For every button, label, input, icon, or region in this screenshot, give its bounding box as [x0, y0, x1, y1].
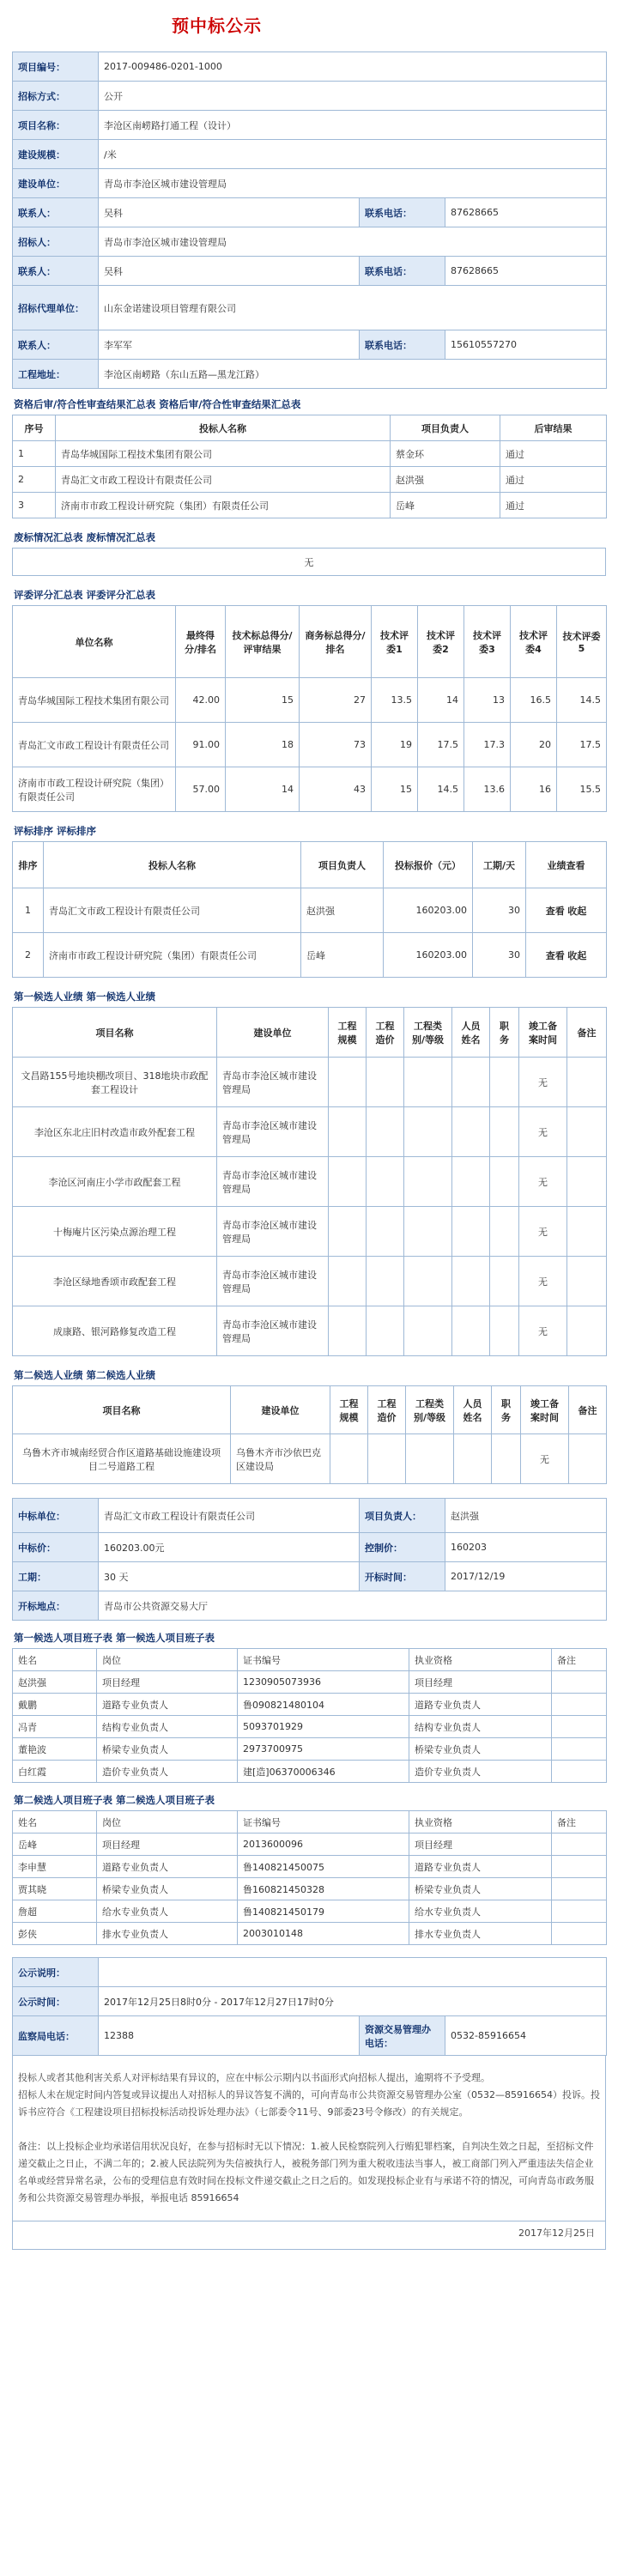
period-label: 工期： — [13, 1562, 99, 1591]
team2-table — [12, 1810, 607, 1945]
cell: 17.5 — [418, 723, 464, 767]
winner-unit-value: 青岛汇文市政工程设计有限责任公司 — [99, 1499, 360, 1533]
team-header: 执业资格 — [409, 1649, 552, 1671]
perf-header: 备注 — [569, 1386, 607, 1434]
perf-header: 人员姓名 — [452, 1008, 490, 1058]
contact-label-2: 联系人： — [13, 257, 99, 286]
agency-label: 招标代理单位： — [13, 286, 99, 330]
table-row — [13, 1878, 607, 1900]
score-header: 商务标总得分/排名 — [300, 606, 372, 678]
contact-label-3: 联系人： — [13, 330, 99, 360]
phone-label-1: 联系电话： — [360, 198, 445, 227]
project-code-label: 项目编号： — [13, 52, 99, 82]
team1-title: 第一候选人项目班子表 第一候选人项目班子表 — [14, 1632, 215, 1644]
cell: 董艳波 — [13, 1738, 97, 1761]
cell: 李沧区绿地香颂市政配套工程 — [13, 1257, 217, 1306]
cell: 青岛华城国际工程技术集团有限公司 — [13, 678, 176, 723]
cell: 17.5 — [557, 723, 607, 767]
cell: 17.3 — [464, 723, 511, 767]
table-row — [13, 1694, 607, 1716]
project-info-table — [12, 52, 607, 389]
cell: 文昌路155号地块棚改项目、318地块市政配套工程设计 — [13, 1058, 217, 1107]
winner-price-value: 160203.00元 — [99, 1533, 360, 1562]
rank-header: 投标报价（元） — [384, 842, 473, 888]
cell: 通过 — [500, 493, 607, 518]
cell: 岳峰 — [13, 1834, 97, 1856]
cell: 2003010148 — [238, 1923, 409, 1945]
cell: 青岛汇文市政工程设计有限责任公司 — [56, 467, 391, 493]
table-row — [13, 1856, 607, 1878]
control-price-value: 160203 — [445, 1533, 607, 1562]
note-objection: 投标人或者其他利害关系人对评标结果有异议的，应在中标公示期内以书面形式向招标人提出，逾期将不予受理。 — [18, 2072, 490, 2083]
cell: 道路专业负责人 — [97, 1856, 238, 1878]
cell: 赵洪强 — [301, 888, 384, 933]
exchange-phone-value: 0532-85916654 — [445, 2016, 607, 2056]
team1-table — [12, 1648, 607, 1783]
publish-date: 2017年12月25日 — [518, 2227, 595, 2239]
team-header: 备注 — [552, 1649, 607, 1671]
cell: 青岛市李沧区城市建设管理局 — [217, 1207, 329, 1257]
open-place-label: 开标地点： — [13, 1591, 99, 1621]
team2-title: 第二候选人项目班子表 第二候选人项目班子表 — [14, 1794, 215, 1806]
cell: 项目经理 — [409, 1834, 552, 1856]
table-row — [13, 493, 607, 518]
table-row — [13, 1761, 607, 1783]
cell: 项目经理 — [97, 1671, 238, 1694]
cell: 贾其晓 — [13, 1878, 97, 1900]
cell: 桥梁专业负责人 — [97, 1878, 238, 1900]
perf-header: 竣工备案时间 — [519, 1008, 567, 1058]
perf1-title: 第一候选人业绩 第一候选人业绩 — [14, 991, 156, 1003]
table-row — [13, 1257, 607, 1306]
score-header: 技术评委1 — [372, 606, 418, 678]
scoring-title: 评委评分汇总表 评委评分汇总表 — [14, 589, 156, 601]
phone-label-2: 联系电话： — [360, 257, 445, 286]
ranking-title: 评标排序 评标排序 — [14, 825, 97, 837]
contact-value-3: 李军军 — [99, 330, 360, 360]
cell: 青岛市李沧区城市建设管理局 — [217, 1306, 329, 1356]
cell: 青岛市李沧区城市建设管理局 — [217, 1107, 329, 1157]
cell: 20 — [511, 723, 557, 767]
cell: 鲁140821450179 — [238, 1900, 409, 1923]
project-name-label: 项目名称： — [13, 111, 99, 140]
tender-method-label: 招标方式： — [13, 82, 99, 111]
perf2-title: 第二候选人业绩 第二候选人业绩 — [14, 1369, 156, 1381]
note-remark: 备注：以上投标企业均承诺信用状况良好，在参与招标时无以下情况：1.被人民检察院列入行贿犯罪档案，自判决生效之日起，至招标文件递交截止之日止，不满二年的；2.被人民法院列为失信被执行人，被税务部门列为重大税收违法当事人，被工商部门列入严重违法失信企业名单或经营异常名录，公布的受理信息有效时间在投标文件递交截止之日之后的。如发现投标企业有与承诺不符的情况，可向青岛市政务服务和公共资源交易管理办举报，举报电话 85916654 — [18, 2141, 594, 2203]
cell: 5093701929 — [238, 1716, 409, 1738]
table-row — [13, 723, 607, 767]
table-row — [13, 467, 607, 493]
cell: 赵洪强 — [13, 1671, 97, 1694]
cell: 李沧区河南庄小学市政配套工程 — [13, 1157, 217, 1207]
collapse-button[interactable]: 收起 — [567, 949, 587, 961]
scale-label: 建设规模： — [13, 140, 99, 169]
cell: 桥梁专业负责人 — [97, 1738, 238, 1761]
date-box — [12, 2221, 606, 2250]
project-code-value: 2017-009486-0201-1000 — [99, 52, 607, 82]
rank-header: 业绩查看 — [526, 842, 607, 888]
cell: 济南市市政工程设计研究院（集团）有限责任公司 — [13, 767, 176, 812]
cell: 道路专业负责人 — [409, 1694, 552, 1716]
cell: 14.5 — [557, 678, 607, 723]
cell: 詹超 — [13, 1900, 97, 1923]
scoring-table — [12, 605, 607, 812]
tenderer-label: 招标人： — [13, 227, 99, 257]
cell: 青岛汇文市政工程设计有限责任公司 — [44, 888, 301, 933]
table-row — [13, 1671, 607, 1694]
cell: 乌鲁木齐市城南经贸合作区道路基础设施建设项目二号道路工程 — [13, 1434, 231, 1484]
score-header: 技术标总得分/评审结果 — [226, 606, 300, 678]
cell: 结构专业负责人 — [97, 1716, 238, 1738]
tender-method-value: 公开 — [99, 82, 607, 111]
cell: 2013600096 — [238, 1834, 409, 1856]
cell: 43 — [300, 767, 372, 812]
qual-header-leader: 项目负责人 — [391, 415, 500, 441]
publicity-explain-label: 公示说明： — [13, 1958, 99, 1987]
cell: 乌鲁木齐市沙依巴克区建设局 — [231, 1434, 330, 1484]
open-time-label: 开标时间： — [360, 1562, 445, 1591]
build-unit-value: 青岛市李沧区城市建设管理局 — [99, 169, 607, 198]
cell: 18 — [226, 723, 300, 767]
tenderer-value: 青岛市李沧区城市建设管理局 — [99, 227, 607, 257]
table-row — [13, 1834, 607, 1856]
score-header: 技术评委4 — [511, 606, 557, 678]
table-row — [13, 888, 607, 933]
view-button[interactable]: 查看 — [545, 905, 565, 917]
cell: 彭侠 — [13, 1923, 97, 1945]
cell: 桥梁专业负责人 — [409, 1738, 552, 1761]
cell: 冯青 — [13, 1716, 97, 1738]
cell: 30 — [473, 888, 526, 933]
cell: 通过 — [500, 467, 607, 493]
perf-header: 工程类别/等级 — [404, 1008, 452, 1058]
cell: 160203.00 — [384, 888, 473, 933]
winner-unit-label: 中标单位： — [13, 1499, 99, 1533]
cell: 14 — [418, 678, 464, 723]
table-row — [13, 1716, 607, 1738]
perf-header: 项目名称 — [13, 1008, 217, 1058]
control-price-label: 控制价： — [360, 1533, 445, 1562]
perf2-table — [12, 1385, 607, 1484]
table-row — [13, 1107, 607, 1157]
project-name-value: 李沧区南崂路打通工程（设计） — [99, 111, 607, 140]
cell: 给水专业负责人 — [97, 1900, 238, 1923]
qualification-title: 资格后审/符合性审查结果汇总表 资格后审/符合性审查结果汇总表 — [14, 398, 301, 410]
winner-leader-label: 项目负责人： — [360, 1499, 445, 1533]
phone-value-1: 87628665 — [445, 198, 607, 227]
cell: 青岛市李沧区城市建设管理局 — [217, 1157, 329, 1207]
build-unit-label: 建设单位： — [13, 169, 99, 198]
cell: 赵洪强 — [391, 467, 500, 493]
cell: 无 — [519, 1306, 567, 1356]
cell: 通过 — [500, 441, 607, 467]
cell: 73 — [300, 723, 372, 767]
cell: 鲁140821450075 — [238, 1856, 409, 1878]
publicity-table — [12, 1957, 607, 2056]
cell: 排水专业负责人 — [409, 1923, 552, 1945]
cell: 岳峰 — [391, 493, 500, 518]
cell: 青岛汇文市政工程设计有限责任公司 — [13, 723, 176, 767]
cell: 无 — [519, 1107, 567, 1157]
cell: 成康路、银河路修复改造工程 — [13, 1306, 217, 1356]
team-header: 执业资格 — [409, 1811, 552, 1834]
perf-header: 职务 — [490, 1008, 519, 1058]
perf-header: 工程规模 — [330, 1386, 368, 1434]
team-header: 岗位 — [97, 1649, 238, 1671]
phone-value-3: 15610557270 — [445, 330, 607, 360]
team-header: 证书编号 — [238, 1811, 409, 1834]
winner-price-label: 中标价： — [13, 1533, 99, 1562]
view-button[interactable]: 查看 — [545, 949, 565, 961]
cell: 3 — [13, 493, 56, 518]
cell: 2 — [13, 933, 44, 978]
cell: 项目经理 — [97, 1834, 238, 1856]
table-row — [13, 1058, 607, 1107]
address-value: 李沧区南崂路（东山五路—黑龙江路） — [99, 360, 607, 389]
agency-value: 山东金诺建设项目管理有限公司 — [99, 286, 607, 330]
table-row — [13, 1207, 607, 1257]
team-header: 证书编号 — [238, 1649, 409, 1671]
cell: 无 — [519, 1157, 567, 1207]
cell: 42.00 — [176, 678, 226, 723]
rank-header: 投标人名称 — [44, 842, 301, 888]
cell: 无 — [519, 1257, 567, 1306]
cell: 2 — [13, 467, 56, 493]
cell: 15.5 — [557, 767, 607, 812]
exchange-phone-label: 资源交易管理办电话： — [360, 2016, 445, 2056]
cell: 91.00 — [176, 723, 226, 767]
table-row — [13, 1738, 607, 1761]
contact-value-1: 吴科 — [99, 198, 360, 227]
cell: 岳峰 — [301, 933, 384, 978]
cell: 济南市市政工程设计研究院（集团）有限责任公司 — [44, 933, 301, 978]
publicity-explain-value — [99, 1958, 607, 1987]
perf-header: 职务 — [492, 1386, 521, 1434]
cell: 十梅庵片区污染点源治理工程 — [13, 1207, 217, 1257]
waste-value: 无 — [13, 549, 606, 576]
cell: 鲁090821480104 — [238, 1694, 409, 1716]
cell: 白红霞 — [13, 1761, 97, 1783]
cell: 排水专业负责人 — [97, 1923, 238, 1945]
score-header: 最终得分/排名 — [176, 606, 226, 678]
cell: 2973700975 — [238, 1738, 409, 1761]
supervisor-phone-value: 12388 — [99, 2016, 360, 2056]
cell: 鲁160821450328 — [238, 1878, 409, 1900]
collapse-button[interactable]: 收起 — [567, 905, 587, 917]
period-value: 30 天 — [99, 1562, 360, 1591]
score-header: 技术评委3 — [464, 606, 511, 678]
cell: 15 — [226, 678, 300, 723]
cell: 14 — [226, 767, 300, 812]
phone-label-3: 联系电话： — [360, 330, 445, 360]
perf-header: 建设单位 — [231, 1386, 330, 1434]
cell: 无 — [519, 1207, 567, 1257]
cell: 济南市市政工程设计研究院（集团）有限责任公司 — [56, 493, 391, 518]
table-row — [13, 767, 607, 812]
phone-value-2: 87628665 — [445, 257, 607, 286]
winner-leader-value: 赵洪强 — [445, 1499, 607, 1533]
rank-header: 工期/天 — [473, 842, 526, 888]
rank-header: 排序 — [13, 842, 44, 888]
publicity-time-label: 公示时间： — [13, 1987, 99, 2016]
cell: 16 — [511, 767, 557, 812]
cell: 结构专业负责人 — [409, 1716, 552, 1738]
cell: 李沧区东北庄旧村改造市政外配套工程 — [13, 1107, 217, 1157]
contact-value-2: 吴科 — [99, 257, 360, 286]
perf-header: 工程类别/等级 — [406, 1386, 454, 1434]
cell: 青岛市李沧区城市建设管理局 — [217, 1058, 329, 1107]
cell: 造价专业负责人 — [97, 1761, 238, 1783]
publicity-time-value: 2017年12月25日8时0分 - 2017年12月27日17时0分 — [99, 1987, 607, 2016]
scale-value: /米 — [99, 140, 607, 169]
cell: 道路专业负责人 — [409, 1856, 552, 1878]
cell: 13.6 — [464, 767, 511, 812]
cell: 无 — [521, 1434, 569, 1484]
waste-title: 废标情况汇总表 废标情况汇总表 — [14, 531, 156, 543]
cell: 建[造]06370006346 — [238, 1761, 409, 1783]
cell: 1 — [13, 888, 44, 933]
cell: 30 — [473, 933, 526, 978]
cell: 27 — [300, 678, 372, 723]
supervisor-phone-label: 监察局电话： — [13, 2016, 99, 2056]
cell: 1 — [13, 441, 56, 467]
notes-box — [12, 2056, 606, 2221]
qual-header-no: 序号 — [13, 415, 56, 441]
table-row — [13, 933, 607, 978]
cell: 1230905073936 — [238, 1671, 409, 1694]
cell: 15 — [372, 767, 418, 812]
ranking-table — [12, 841, 607, 978]
cell: 给水专业负责人 — [409, 1900, 552, 1923]
open-place-value: 青岛市公共资源交易大厅 — [99, 1591, 607, 1621]
contact-label-1: 联系人： — [13, 198, 99, 227]
score-header: 技术评委2 — [418, 606, 464, 678]
address-label: 工程地址： — [13, 360, 99, 389]
qual-header-result: 后审结果 — [500, 415, 607, 441]
table-row — [13, 1900, 607, 1923]
open-time-value: 2017/12/19 — [445, 1562, 607, 1591]
perf-header: 建设单位 — [217, 1008, 329, 1058]
perf-header: 项目名称 — [13, 1386, 231, 1434]
perf-header: 备注 — [567, 1008, 607, 1058]
score-header: 技术评委5 — [557, 606, 607, 678]
cell: 青岛市李沧区城市建设管理局 — [217, 1257, 329, 1306]
cell: 14.5 — [418, 767, 464, 812]
perf-header: 工程造价 — [367, 1008, 404, 1058]
perf-header: 人员姓名 — [454, 1386, 492, 1434]
table-row — [13, 1157, 607, 1207]
cell: 桥梁专业负责人 — [409, 1878, 552, 1900]
cell: 160203.00 — [384, 933, 473, 978]
table-row — [13, 678, 607, 723]
team-header: 岗位 — [97, 1811, 238, 1834]
qual-header-name: 投标人名称 — [56, 415, 391, 441]
team-header: 备注 — [552, 1811, 607, 1834]
cell: 项目经理 — [409, 1671, 552, 1694]
page-title: 预中标公示 — [172, 15, 262, 36]
cell: 无 — [519, 1058, 567, 1107]
cell: 蔡金环 — [391, 441, 500, 467]
score-header: 单位名称 — [13, 606, 176, 678]
cell: 戴鹏 — [13, 1694, 97, 1716]
perf-header: 竣工备案时间 — [521, 1386, 569, 1434]
table-row — [13, 441, 607, 467]
cell: 57.00 — [176, 767, 226, 812]
rank-header: 项目负责人 — [301, 842, 384, 888]
cell: 青岛华城国际工程技术集团有限公司 — [56, 441, 391, 467]
note-complaint: 招标人未在规定时间内答复或异议提出人对招标人的异议答复不满的，可向青岛市公共资源交易管理办公室（0532—85916654）投诉。投诉书应符合《工程建设项目招标投标活动投诉处理办法》（七部委令11号、9部委23号令修改）的有关规定。 — [18, 2089, 600, 2118]
waste-table — [12, 548, 606, 576]
perf-header: 工程造价 — [368, 1386, 406, 1434]
cell: 13.5 — [372, 678, 418, 723]
winner-table — [12, 1498, 607, 1621]
qualification-table — [12, 415, 607, 518]
table-row — [13, 1306, 607, 1356]
cell: 造价专业负责人 — [409, 1761, 552, 1783]
perf-header: 工程规模 — [329, 1008, 367, 1058]
team-header: 姓名 — [13, 1649, 97, 1671]
cell: 19 — [372, 723, 418, 767]
cell: 13 — [464, 678, 511, 723]
cell: 16.5 — [511, 678, 557, 723]
perf1-table — [12, 1007, 607, 1356]
team-header: 姓名 — [13, 1811, 97, 1834]
cell: 李申慧 — [13, 1856, 97, 1878]
cell: 道路专业负责人 — [97, 1694, 238, 1716]
table-row — [13, 1923, 607, 1945]
table-row — [13, 1434, 607, 1484]
